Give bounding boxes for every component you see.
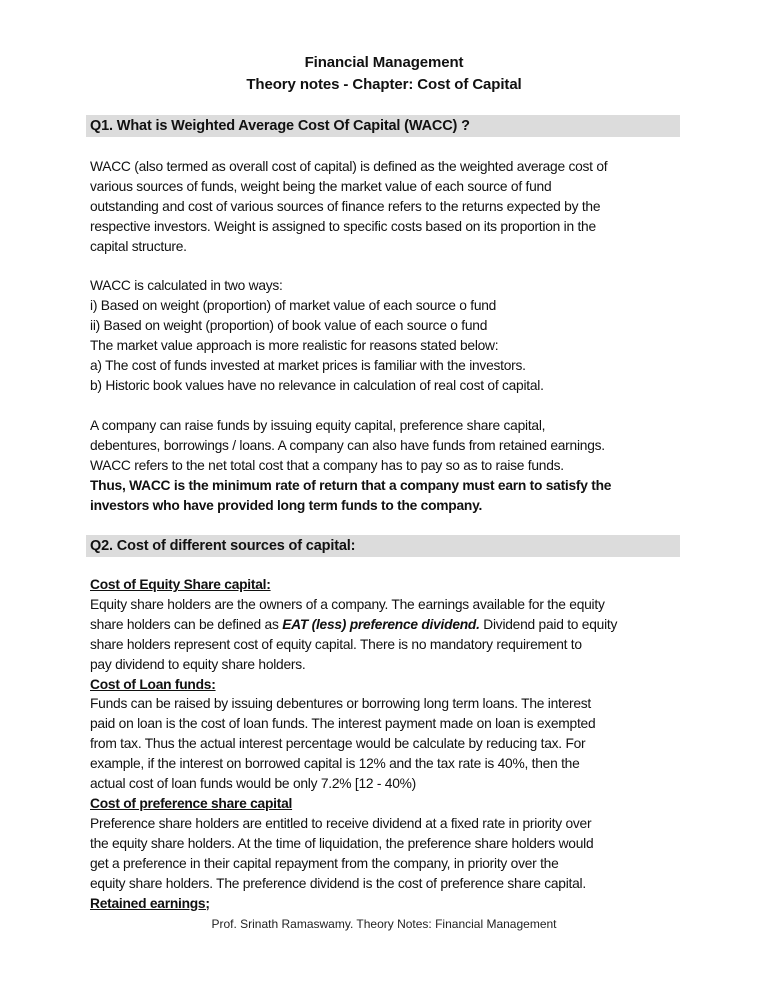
text-line: WACC is calculated in two ways: — [90, 278, 283, 293]
text-line: pay dividend to equity share holders. — [90, 656, 306, 672]
text-line: respective investors. Weight is assigned to specific costs based on its proportion in the — [90, 218, 596, 234]
emphasis-text: EAT (less) preference dividend. — [282, 616, 480, 632]
q1-heading: Q1. What is Weighted Average Cost Of Capital (WACC) ? — [86, 115, 680, 137]
q1-paragraph-summary — [90, 416, 690, 516]
text-line: Equity share holders are the owners of a company. The earnings available for the equity — [90, 596, 605, 612]
text-segment: share holders can be defined as — [90, 616, 283, 632]
text-line: WACC refers to the net total cost that a company has to pay so as to raise funds. — [90, 457, 564, 473]
list-item: a) The cost of funds invested at market prices is familiar with the investors. — [90, 357, 526, 373]
preference-subheading: Cost of preference share capital — [90, 795, 293, 811]
emphasis-line: investors who have provided long term funds to the company. — [90, 497, 483, 513]
list-item: b) Historic book values have no relevance in calculation of real cost of capital. — [90, 377, 544, 393]
text-line: capital structure. — [90, 238, 187, 254]
text-line: share holders represent cost of equity capital. There is no mandatory requirement to — [90, 636, 582, 652]
text-line: various sources of funds, weight being the market value of each source of fund — [90, 178, 552, 194]
text-line: Preference share holders are entitled to receive dividend at a fixed rate in priority over — [90, 815, 592, 831]
text-line: actual cost of loan funds would be only 7.2% [12 - 40%) — [90, 776, 417, 792]
document-title: Financial Management — [304, 54, 464, 71]
list-item: i) Based on weight (proportion) of market value of each source o fund — [90, 297, 497, 313]
text-line: get a preference in their capital repayment from the company, in priority over the — [90, 855, 559, 871]
text-line: The market value approach is more realistic for reasons stated below: — [90, 337, 499, 353]
q1-paragraph-methods — [90, 276, 690, 395]
text-line: example, if the interest on borrowed capital is 12% and the tax rate is 40%, then the — [90, 756, 580, 772]
text-line: equity share holders. The preference dividend is the cost of preference share capital. — [90, 875, 586, 891]
text-line: A company can raise funds by issuing equity capital, preference share capital, — [90, 418, 546, 433]
page-footer: Prof. Srinath Ramaswamy. Theory Notes: Financial Management — [211, 917, 557, 931]
equity-subheading: Cost of Equity Share capital: — [90, 577, 271, 592]
q1-paragraph-definition — [90, 157, 690, 257]
q2-section-equity — [90, 575, 690, 913]
q2-heading: Q2. Cost of different sources of capital: — [86, 535, 680, 557]
text-line: the equity share holders. At the time of liquidation, the preference share holders would — [90, 835, 594, 851]
text-line: WACC (also termed as overall cost of capital) is defined as the weighted average cost of — [90, 159, 608, 174]
text-line: Funds can be raised by issuing debentures or borrowing long term loans. The interest — [90, 696, 592, 712]
text-line — [90, 615, 690, 635]
text-line: outstanding and cost of various sources of finance refers to the returns expected by the — [90, 198, 601, 214]
document-subtitle: Theory notes - Chapter: Cost of Capital — [246, 76, 522, 93]
retained-earnings-subheading: Retained earnings; — [90, 895, 210, 911]
text-line: paid on loan is the cost of loan funds. The interest payment made on loan is exempted — [90, 716, 596, 732]
text-line: from tax. Thus the actual interest percentage would be calculate by reducing tax. For — [90, 736, 586, 752]
list-item: ii) Based on weight (proportion) of book value of each source o fund — [90, 317, 488, 333]
text-line: debentures, borrowings / loans. A company can also have funds from retained earnings. — [90, 437, 605, 453]
loan-subheading: Cost of Loan funds: — [90, 676, 216, 692]
emphasis-line: Thus, WACC is the minimum rate of return that a company must earn to satisfy the — [90, 477, 612, 493]
text-segment: Dividend paid to equity — [479, 616, 618, 632]
